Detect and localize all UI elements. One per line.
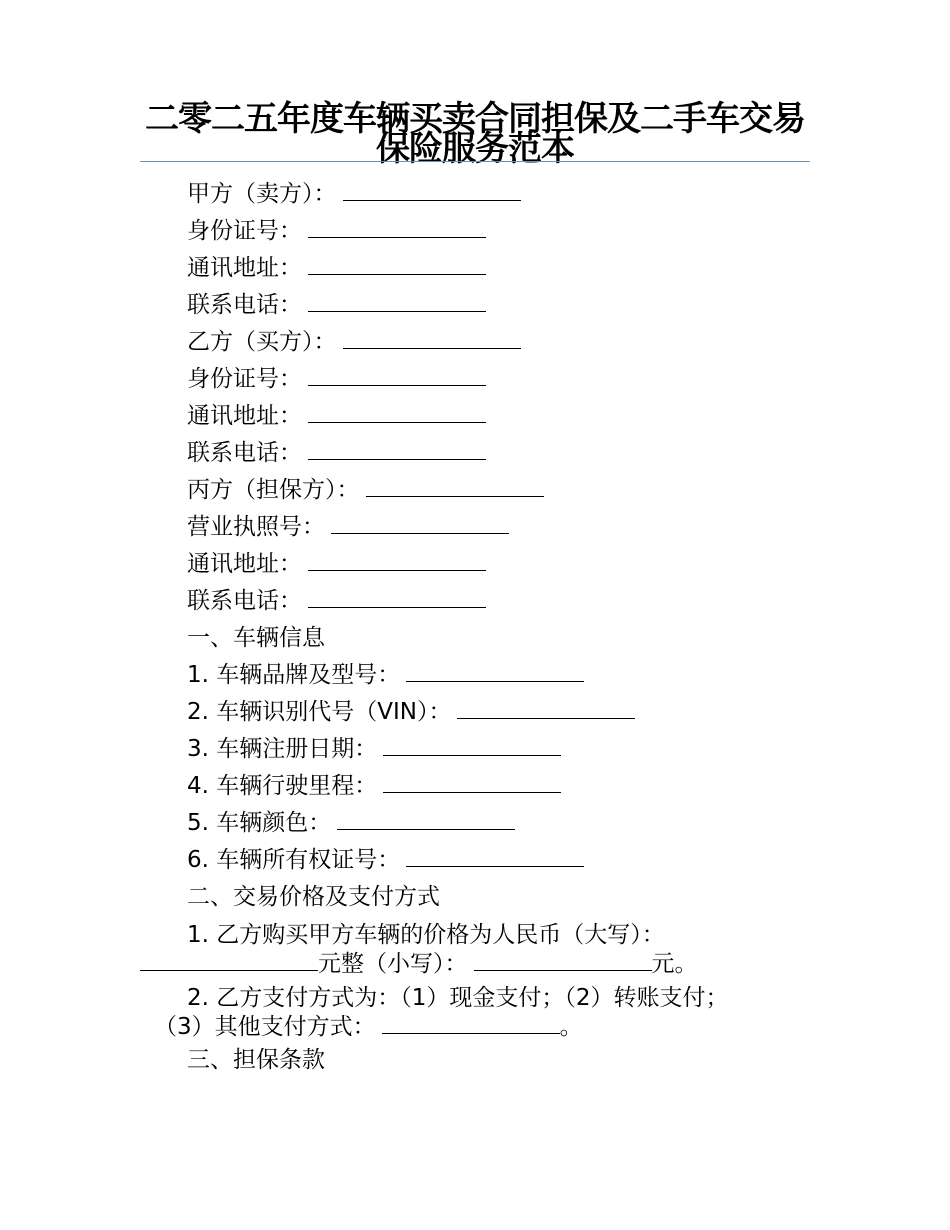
party-line: [140, 213, 820, 250]
party-line: [140, 435, 820, 472]
price-clause-text: 元。: [651, 951, 698, 977]
section-heading-price: 二、交易价格及支付方式: [187, 884, 440, 910]
party-line: [140, 583, 820, 620]
price-clause-line1: [187, 922, 820, 948]
field-label: 乙方（买方）：: [187, 329, 337, 355]
price-clause-colon: ：: [641, 922, 665, 948]
fill-blank[interactable]: [337, 807, 515, 830]
other-payment-blank[interactable]: [382, 1011, 560, 1034]
document-title: 二零二五年度车辆买卖合同担保及二手车交易保险服务范本: [145, 99, 805, 169]
fill-blank[interactable]: [308, 437, 486, 460]
field-label: 营业执照号：: [187, 514, 325, 540]
field-label: 1. 车辆品牌及型号：: [187, 662, 401, 688]
fill-blank[interactable]: [308, 289, 486, 312]
field-label: 4. 车辆行驶里程：: [187, 773, 378, 799]
payment-clause-text: （3）其他支付方式：: [154, 1014, 376, 1040]
payment-clause-text: 。: [559, 1014, 583, 1040]
vehicle-item: [140, 842, 820, 879]
fill-blank[interactable]: [366, 474, 544, 497]
fill-blank[interactable]: [383, 770, 561, 793]
field-label: 身份证号：: [187, 366, 302, 392]
price-clause: [140, 922, 820, 977]
field-label: 联系电话：: [187, 440, 302, 466]
party-line: [140, 398, 820, 435]
price-clause-line2: [140, 948, 820, 977]
field-label: 丙方（担保方）：: [187, 477, 360, 503]
fill-blank[interactable]: [343, 326, 521, 349]
price-clause-text: 元整（小写）：: [318, 951, 468, 977]
party-line: [140, 509, 820, 546]
fill-blank[interactable]: [308, 548, 486, 571]
vehicle-item: [140, 694, 820, 731]
field-label: 通讯地址：: [187, 403, 302, 429]
fill-blank[interactable]: [343, 178, 521, 201]
fill-blank[interactable]: [308, 252, 486, 275]
field-label: 身份证号：: [187, 218, 302, 244]
party-line: [140, 472, 820, 509]
fill-blank[interactable]: [406, 659, 584, 682]
field-label: 3. 车辆注册日期：: [187, 736, 378, 762]
vehicle-item: [140, 805, 820, 842]
party-line: [140, 250, 820, 287]
payment-clause-line1: 2. 乙方支付方式为：（1）现金支付；（2）转账支付；: [187, 985, 729, 1011]
party-line: [140, 546, 820, 583]
vehicle-item: [140, 768, 820, 805]
party-line: [140, 361, 820, 398]
amount-figures-blank[interactable]: [474, 948, 652, 971]
title-underline: [140, 161, 810, 162]
fill-blank[interactable]: [308, 215, 486, 238]
section-heading-guarantee: 三、担保条款: [187, 1047, 325, 1073]
document-body: [140, 176, 820, 1079]
field-label: 6. 车辆所有权证号：: [187, 847, 401, 873]
field-label: 5. 车辆颜色：: [187, 810, 332, 836]
price-clause-text: 1. 乙方购买甲方车辆的价格为人民币（大写）: [187, 922, 642, 948]
field-label: 联系电话：: [187, 588, 302, 614]
vehicle-item: [140, 657, 820, 694]
fill-blank[interactable]: [308, 585, 486, 608]
fill-blank[interactable]: [308, 363, 486, 386]
field-label: 通讯地址：: [187, 255, 302, 281]
fill-blank[interactable]: [383, 733, 561, 756]
section-heading-vehicle: 一、车辆信息: [187, 625, 325, 651]
fill-blank[interactable]: [308, 400, 486, 423]
fill-blank[interactable]: [406, 844, 584, 867]
party-line: [140, 176, 820, 213]
party-line: [140, 287, 820, 324]
field-label: 甲方（卖方）：: [187, 181, 337, 207]
payment-clause: [140, 985, 820, 1040]
party-line: [140, 324, 820, 361]
fill-blank[interactable]: [331, 511, 509, 534]
fill-blank[interactable]: [457, 696, 635, 719]
field-label: 联系电话：: [187, 292, 302, 318]
amount-words-blank[interactable]: [140, 948, 318, 971]
field-label: 通讯地址：: [187, 551, 302, 577]
payment-clause-line2: [154, 1011, 820, 1040]
field-label: 2. 车辆识别代号（VIN）：: [187, 699, 452, 725]
vehicle-item: [140, 731, 820, 768]
